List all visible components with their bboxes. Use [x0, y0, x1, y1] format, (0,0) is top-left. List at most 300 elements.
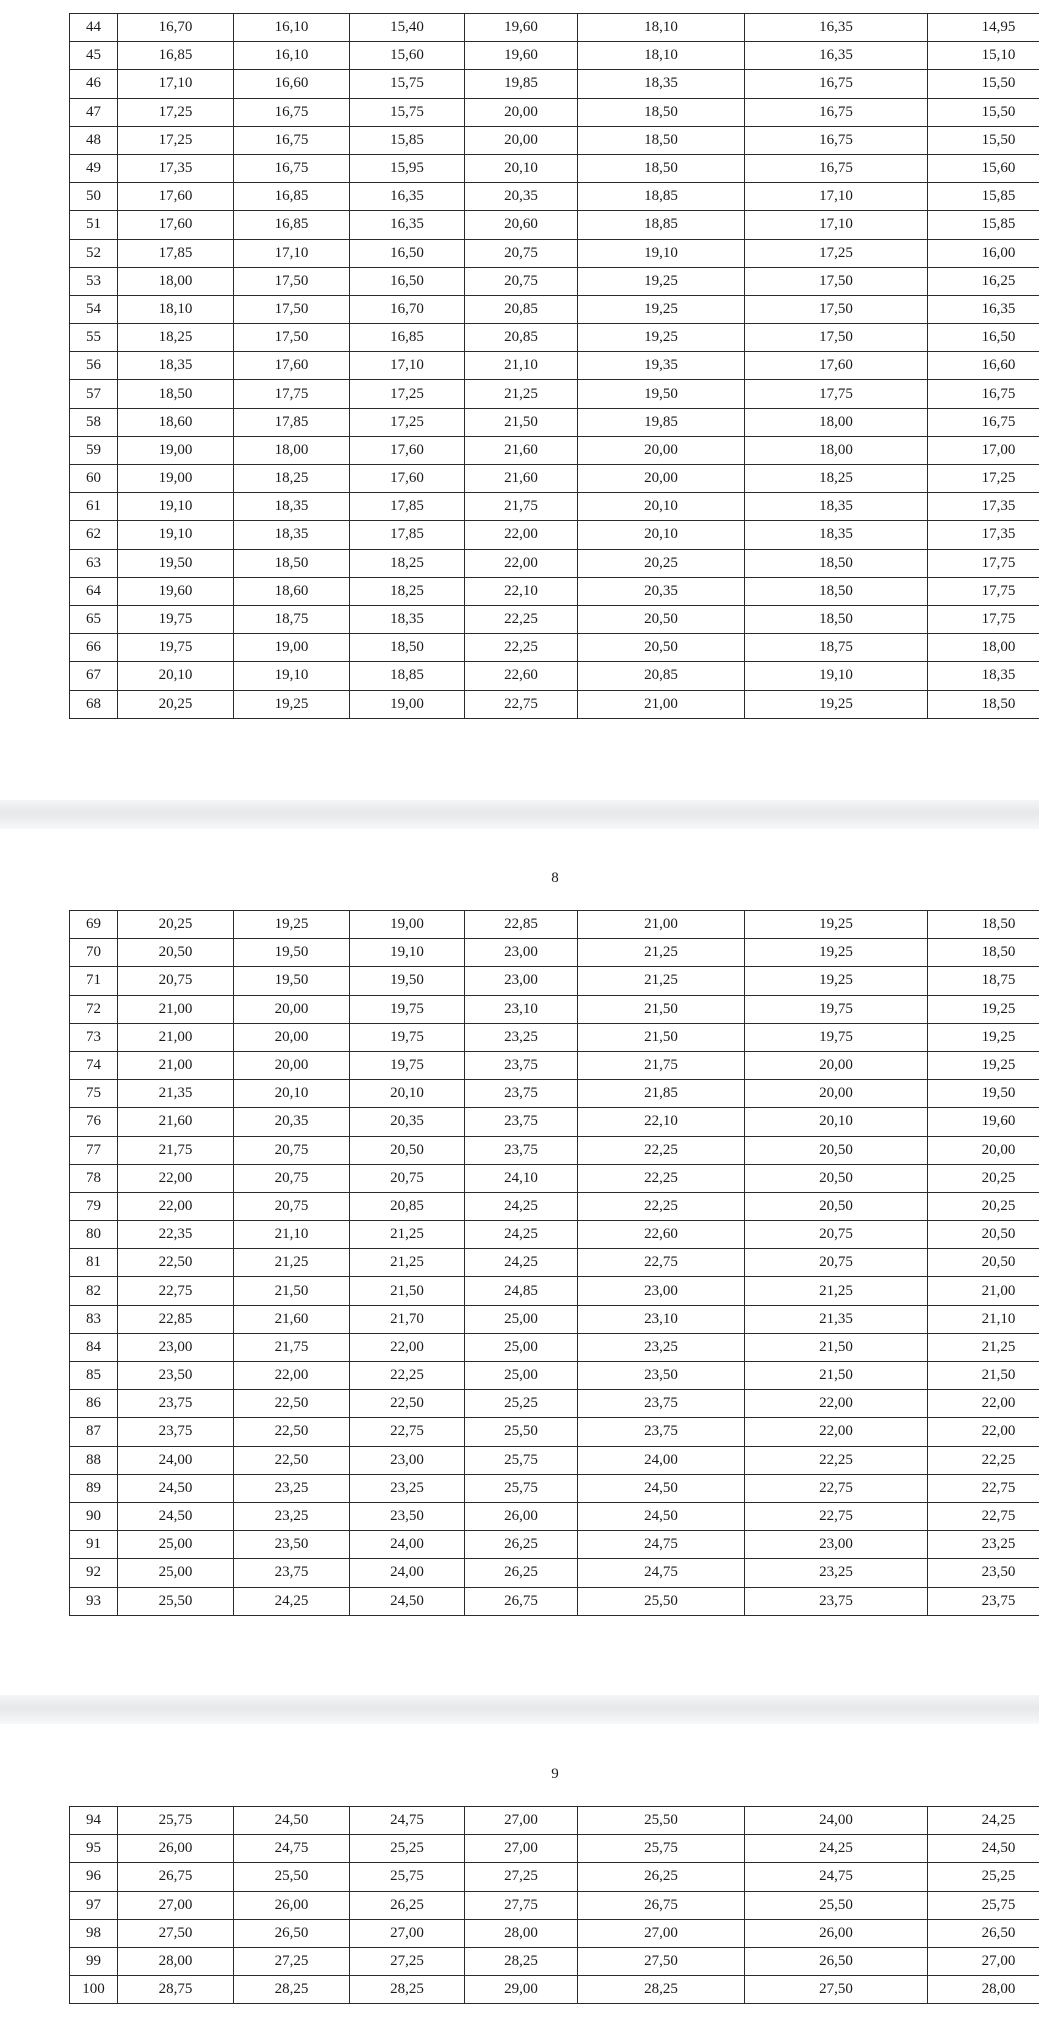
value-cell: 23,25 — [578, 1333, 745, 1361]
value-cell: 21,50 — [350, 1277, 465, 1305]
value-cell: 18,50 — [745, 577, 928, 605]
table-row — [70, 465, 1039, 493]
value-cell: 27,00 — [578, 1919, 745, 1947]
table-row — [70, 1919, 1039, 1947]
value-cell: 20,85 — [465, 324, 578, 352]
row-number-cell: 67 — [70, 662, 118, 690]
value-cell: 15,10 — [928, 42, 1039, 70]
value-cell: 18,35 — [578, 70, 745, 98]
table-row — [70, 1418, 1039, 1446]
value-cell: 23,10 — [465, 995, 578, 1023]
value-cell: 24,25 — [465, 1249, 578, 1277]
document-page-8 — [0, 829, 1039, 1695]
value-cell: 22,75 — [578, 1249, 745, 1277]
value-cell: 20,75 — [745, 1221, 928, 1249]
row-number-cell: 77 — [70, 1136, 118, 1164]
table-row — [70, 577, 1039, 605]
value-cell: 17,85 — [350, 493, 465, 521]
value-cell: 16,00 — [928, 239, 1039, 267]
row-number-cell: 92 — [70, 1559, 118, 1587]
table-row — [70, 911, 1039, 939]
value-cell: 24,75 — [745, 1863, 928, 1891]
table-row — [70, 1277, 1039, 1305]
value-cell: 15,75 — [350, 70, 465, 98]
value-cell: 17,35 — [928, 521, 1039, 549]
value-cell: 21,35 — [745, 1305, 928, 1333]
page-break-divider — [0, 1695, 1039, 1724]
row-number-cell: 84 — [70, 1333, 118, 1361]
value-cell: 23,25 — [745, 1559, 928, 1587]
table-row — [70, 1249, 1039, 1277]
value-cell: 25,50 — [578, 1587, 745, 1615]
value-cell: 17,25 — [350, 408, 465, 436]
value-cell: 21,50 — [465, 408, 578, 436]
value-cell: 16,70 — [350, 295, 465, 323]
table-row — [70, 1333, 1039, 1361]
row-number-cell: 63 — [70, 549, 118, 577]
value-cell: 24,00 — [118, 1446, 234, 1474]
value-cell: 23,00 — [745, 1531, 928, 1559]
value-cell: 21,75 — [465, 493, 578, 521]
value-cell: 21,60 — [465, 465, 578, 493]
value-cell: 22,50 — [234, 1390, 350, 1418]
value-cell: 16,60 — [234, 70, 350, 98]
value-cell: 26,25 — [465, 1531, 578, 1559]
value-cell: 25,00 — [465, 1362, 578, 1390]
value-cell: 17,75 — [928, 605, 1039, 633]
row-number-cell: 56 — [70, 352, 118, 380]
value-cell: 20,00 — [745, 1051, 928, 1079]
value-cell: 19,25 — [928, 995, 1039, 1023]
value-cell: 26,25 — [578, 1863, 745, 1891]
table-row — [70, 662, 1039, 690]
value-cell: 24,25 — [465, 1221, 578, 1249]
value-cell: 27,00 — [465, 1807, 578, 1835]
value-cell: 20,00 — [578, 436, 745, 464]
value-cell: 21,00 — [578, 690, 745, 718]
value-cell: 17,10 — [350, 352, 465, 380]
value-cell: 18,35 — [234, 493, 350, 521]
value-cell: 24,50 — [928, 1835, 1039, 1863]
value-cell: 16,85 — [350, 324, 465, 352]
value-cell: 24,75 — [578, 1559, 745, 1587]
value-cell: 15,50 — [928, 98, 1039, 126]
value-cell: 19,00 — [118, 436, 234, 464]
value-cell: 18,25 — [350, 549, 465, 577]
value-cell: 17,00 — [928, 436, 1039, 464]
value-cell: 18,50 — [578, 154, 745, 182]
value-cell: 17,50 — [234, 324, 350, 352]
value-cell: 18,85 — [578, 211, 745, 239]
row-number-cell: 78 — [70, 1164, 118, 1192]
value-cell: 16,85 — [118, 42, 234, 70]
row-number-cell: 44 — [70, 14, 118, 42]
table-row — [70, 1108, 1039, 1136]
value-cell: 19,75 — [745, 995, 928, 1023]
table-row — [70, 1976, 1039, 2004]
value-cell: 19,10 — [745, 662, 928, 690]
row-number-cell: 95 — [70, 1835, 118, 1863]
value-cell: 19,25 — [928, 1051, 1039, 1079]
table-row — [70, 1835, 1039, 1863]
value-cell: 25,00 — [465, 1333, 578, 1361]
value-cell: 16,50 — [350, 239, 465, 267]
value-cell: 16,75 — [745, 126, 928, 154]
value-cell: 28,00 — [118, 1947, 234, 1975]
table-row — [70, 1390, 1039, 1418]
value-cell: 23,50 — [350, 1502, 465, 1530]
value-cell: 21,25 — [578, 939, 745, 967]
value-cell: 18,50 — [578, 98, 745, 126]
value-cell: 26,00 — [118, 1835, 234, 1863]
table-row — [70, 1807, 1039, 1835]
value-cell: 18,50 — [928, 939, 1039, 967]
value-cell: 28,00 — [928, 1976, 1039, 2004]
row-number-cell: 88 — [70, 1446, 118, 1474]
value-cell: 23,00 — [118, 1333, 234, 1361]
value-cell: 27,00 — [928, 1947, 1039, 1975]
table-row — [70, 690, 1039, 718]
value-cell: 23,50 — [928, 1559, 1039, 1587]
value-cell: 21,60 — [234, 1305, 350, 1333]
table-row — [70, 183, 1039, 211]
value-cell: 22,00 — [118, 1192, 234, 1220]
value-cell: 19,00 — [350, 690, 465, 718]
row-number-cell: 93 — [70, 1587, 118, 1615]
value-cell: 19,25 — [745, 690, 928, 718]
value-cell: 20,35 — [350, 1108, 465, 1136]
value-cell: 17,60 — [350, 465, 465, 493]
row-number-cell: 47 — [70, 98, 118, 126]
value-cell: 20,00 — [745, 1080, 928, 1108]
table-row — [70, 1136, 1039, 1164]
value-cell: 25,75 — [350, 1863, 465, 1891]
value-cell: 14,95 — [928, 14, 1039, 42]
value-cell: 17,60 — [745, 352, 928, 380]
row-number-cell: 89 — [70, 1474, 118, 1502]
value-cell: 21,75 — [118, 1136, 234, 1164]
row-number-cell: 86 — [70, 1390, 118, 1418]
value-cell: 18,10 — [578, 42, 745, 70]
value-cell: 21,00 — [118, 1023, 234, 1051]
table-row — [70, 1080, 1039, 1108]
value-cell: 20,60 — [465, 211, 578, 239]
value-cell: 16,25 — [928, 267, 1039, 295]
table-row — [70, 521, 1039, 549]
value-cell: 19,25 — [578, 324, 745, 352]
value-cell: 17,50 — [234, 267, 350, 295]
value-cell: 20,10 — [234, 1080, 350, 1108]
value-cell: 20,50 — [118, 939, 234, 967]
value-cell: 17,75 — [745, 380, 928, 408]
value-cell: 17,35 — [118, 154, 234, 182]
value-cell: 20,50 — [745, 1192, 928, 1220]
value-cell: 27,00 — [118, 1891, 234, 1919]
value-cell: 24,00 — [350, 1559, 465, 1587]
table-row — [70, 42, 1039, 70]
value-cell: 22,60 — [465, 662, 578, 690]
value-cell: 27,50 — [745, 1976, 928, 2004]
value-cell: 22,75 — [350, 1418, 465, 1446]
value-cell: 21,10 — [465, 352, 578, 380]
value-cell: 16,70 — [118, 14, 234, 42]
row-number-cell: 83 — [70, 1305, 118, 1333]
value-cell: 20,10 — [745, 1108, 928, 1136]
value-cell: 17,35 — [928, 493, 1039, 521]
row-number-cell: 98 — [70, 1919, 118, 1947]
value-cell: 24,00 — [745, 1807, 928, 1835]
page-number: 9 — [551, 1766, 559, 1782]
value-cell: 22,75 — [465, 690, 578, 718]
value-cell: 19,50 — [118, 549, 234, 577]
value-cell: 17,50 — [234, 295, 350, 323]
value-cell: 27,50 — [118, 1919, 234, 1947]
value-cell: 26,50 — [234, 1919, 350, 1947]
value-cell: 24,50 — [234, 1807, 350, 1835]
value-cell: 18,35 — [118, 352, 234, 380]
value-cell: 22,50 — [234, 1446, 350, 1474]
row-number-cell: 68 — [70, 690, 118, 718]
value-cell: 20,50 — [745, 1136, 928, 1164]
value-cell: 26,75 — [465, 1587, 578, 1615]
value-cell: 19,10 — [234, 662, 350, 690]
value-cell: 18,35 — [234, 521, 350, 549]
value-cell: 22,00 — [234, 1362, 350, 1390]
value-cell: 24,10 — [465, 1164, 578, 1192]
value-cell: 27,00 — [465, 1835, 578, 1863]
value-cell: 19,75 — [350, 1051, 465, 1079]
row-number-cell: 71 — [70, 967, 118, 995]
score-table-page-7 — [69, 13, 1039, 719]
row-number-cell: 61 — [70, 493, 118, 521]
row-number-cell: 97 — [70, 1891, 118, 1919]
value-cell: 20,75 — [465, 239, 578, 267]
value-cell: 25,75 — [928, 1891, 1039, 1919]
value-cell: 20,10 — [118, 662, 234, 690]
score-table-page-8 — [69, 910, 1039, 1616]
value-cell: 16,35 — [928, 295, 1039, 323]
table-row — [70, 1023, 1039, 1051]
value-cell: 22,00 — [465, 549, 578, 577]
value-cell: 23,25 — [350, 1474, 465, 1502]
value-cell: 19,60 — [928, 1108, 1039, 1136]
value-cell: 18,50 — [745, 605, 928, 633]
table-row — [70, 967, 1039, 995]
value-cell: 16,75 — [745, 70, 928, 98]
value-cell: 18,50 — [578, 126, 745, 154]
row-number-cell: 62 — [70, 521, 118, 549]
value-cell: 20,00 — [465, 126, 578, 154]
value-cell: 23,50 — [118, 1362, 234, 1390]
value-cell: 24,25 — [234, 1587, 350, 1615]
row-number-cell: 72 — [70, 995, 118, 1023]
value-cell: 23,75 — [465, 1080, 578, 1108]
value-cell: 26,50 — [928, 1919, 1039, 1947]
value-cell: 19,75 — [350, 1023, 465, 1051]
value-cell: 16,50 — [928, 324, 1039, 352]
value-cell: 19,60 — [465, 42, 578, 70]
value-cell: 19,75 — [118, 634, 234, 662]
value-cell: 17,85 — [350, 521, 465, 549]
value-cell: 22,85 — [118, 1305, 234, 1333]
value-cell: 20,25 — [118, 690, 234, 718]
value-cell: 22,00 — [465, 521, 578, 549]
value-cell: 19,10 — [118, 521, 234, 549]
value-cell: 28,25 — [350, 1976, 465, 2004]
value-cell: 21,75 — [234, 1333, 350, 1361]
value-cell: 21,60 — [118, 1108, 234, 1136]
row-number-cell: 48 — [70, 126, 118, 154]
value-cell: 20,00 — [234, 995, 350, 1023]
value-cell: 21,25 — [234, 1249, 350, 1277]
row-number-cell: 52 — [70, 239, 118, 267]
value-cell: 19,60 — [465, 14, 578, 42]
value-cell: 23,75 — [465, 1136, 578, 1164]
value-cell: 19,00 — [234, 634, 350, 662]
value-cell: 25,75 — [118, 1807, 234, 1835]
value-cell: 21,00 — [928, 1277, 1039, 1305]
value-cell: 22,75 — [928, 1474, 1039, 1502]
value-cell: 19,25 — [745, 967, 928, 995]
value-cell: 20,75 — [234, 1136, 350, 1164]
value-cell: 16,35 — [745, 14, 928, 42]
value-cell: 18,35 — [350, 605, 465, 633]
score-table-page-9 — [69, 1806, 1039, 2004]
table-row — [70, 267, 1039, 295]
value-cell: 22,00 — [745, 1418, 928, 1446]
value-cell: 20,50 — [350, 1136, 465, 1164]
value-cell: 24,25 — [465, 1192, 578, 1220]
value-cell: 17,50 — [745, 295, 928, 323]
value-cell: 23,00 — [465, 939, 578, 967]
row-number-cell: 59 — [70, 436, 118, 464]
table-row — [70, 436, 1039, 464]
value-cell: 22,60 — [578, 1221, 745, 1249]
value-cell: 28,00 — [465, 1919, 578, 1947]
value-cell: 20,35 — [234, 1108, 350, 1136]
table-row — [70, 1502, 1039, 1530]
row-number-cell: 74 — [70, 1051, 118, 1079]
table-row — [70, 380, 1039, 408]
row-number-cell: 94 — [70, 1807, 118, 1835]
value-cell: 19,50 — [928, 1080, 1039, 1108]
table-row — [70, 1305, 1039, 1333]
value-cell: 18,25 — [118, 324, 234, 352]
value-cell: 22,25 — [350, 1362, 465, 1390]
value-cell: 22,25 — [465, 634, 578, 662]
value-cell: 18,25 — [234, 465, 350, 493]
value-cell: 19,25 — [745, 939, 928, 967]
value-cell: 19,25 — [578, 267, 745, 295]
row-number-cell: 53 — [70, 267, 118, 295]
value-cell: 23,10 — [578, 1305, 745, 1333]
value-cell: 22,85 — [465, 911, 578, 939]
table-row — [70, 1446, 1039, 1474]
value-cell: 18,60 — [234, 577, 350, 605]
value-cell: 22,50 — [234, 1418, 350, 1446]
table-row — [70, 1221, 1039, 1249]
table-row — [70, 995, 1039, 1023]
value-cell: 25,50 — [234, 1863, 350, 1891]
value-cell: 16,35 — [350, 211, 465, 239]
value-cell: 22,10 — [578, 1108, 745, 1136]
value-cell: 16,75 — [234, 154, 350, 182]
value-cell: 22,10 — [465, 577, 578, 605]
value-cell: 18,00 — [745, 408, 928, 436]
value-cell: 18,85 — [578, 183, 745, 211]
value-cell: 28,25 — [578, 1976, 745, 2004]
value-cell: 20,35 — [465, 183, 578, 211]
value-cell: 22,75 — [745, 1502, 928, 1530]
value-cell: 17,75 — [234, 380, 350, 408]
value-cell: 17,25 — [118, 98, 234, 126]
row-number-cell: 87 — [70, 1418, 118, 1446]
value-cell: 17,75 — [928, 577, 1039, 605]
row-number-cell: 45 — [70, 42, 118, 70]
value-cell: 23,75 — [578, 1390, 745, 1418]
value-cell: 21,10 — [234, 1221, 350, 1249]
value-cell: 19,00 — [350, 911, 465, 939]
row-number-cell: 60 — [70, 465, 118, 493]
value-cell: 17,25 — [118, 126, 234, 154]
value-cell: 21,70 — [350, 1305, 465, 1333]
value-cell: 17,60 — [118, 211, 234, 239]
value-cell: 16,10 — [234, 42, 350, 70]
value-cell: 15,85 — [350, 126, 465, 154]
value-cell: 29,00 — [465, 1976, 578, 2004]
row-number-cell: 81 — [70, 1249, 118, 1277]
value-cell: 16,50 — [350, 267, 465, 295]
value-cell: 21,25 — [465, 380, 578, 408]
value-cell: 18,10 — [578, 14, 745, 42]
value-cell: 25,75 — [465, 1474, 578, 1502]
value-cell: 19,75 — [745, 1023, 928, 1051]
value-cell: 24,25 — [928, 1807, 1039, 1835]
value-cell: 17,10 — [745, 211, 928, 239]
table-row — [70, 605, 1039, 633]
row-number-cell: 90 — [70, 1502, 118, 1530]
value-cell: 21,50 — [745, 1362, 928, 1390]
value-cell: 21,35 — [118, 1080, 234, 1108]
value-cell: 18,50 — [234, 549, 350, 577]
value-cell: 19,85 — [465, 70, 578, 98]
table-row — [70, 1947, 1039, 1975]
value-cell: 23,25 — [928, 1531, 1039, 1559]
value-cell: 22,00 — [928, 1418, 1039, 1446]
row-number-cell: 50 — [70, 183, 118, 211]
value-cell: 17,10 — [234, 239, 350, 267]
value-cell: 22,25 — [578, 1164, 745, 1192]
value-cell: 25,50 — [118, 1587, 234, 1615]
value-cell: 17,10 — [118, 70, 234, 98]
table-row — [70, 634, 1039, 662]
value-cell: 22,00 — [745, 1390, 928, 1418]
value-cell: 21,00 — [118, 1051, 234, 1079]
row-number-cell: 75 — [70, 1080, 118, 1108]
row-number-cell: 54 — [70, 295, 118, 323]
row-number-cell: 76 — [70, 1108, 118, 1136]
value-cell: 22,75 — [928, 1502, 1039, 1530]
value-cell: 20,10 — [578, 493, 745, 521]
row-number-cell: 58 — [70, 408, 118, 436]
value-cell: 18,25 — [350, 577, 465, 605]
value-cell: 15,95 — [350, 154, 465, 182]
value-cell: 20,25 — [118, 911, 234, 939]
value-cell: 27,25 — [234, 1947, 350, 1975]
value-cell: 17,25 — [745, 239, 928, 267]
value-cell: 21,50 — [234, 1277, 350, 1305]
value-cell: 17,85 — [234, 408, 350, 436]
